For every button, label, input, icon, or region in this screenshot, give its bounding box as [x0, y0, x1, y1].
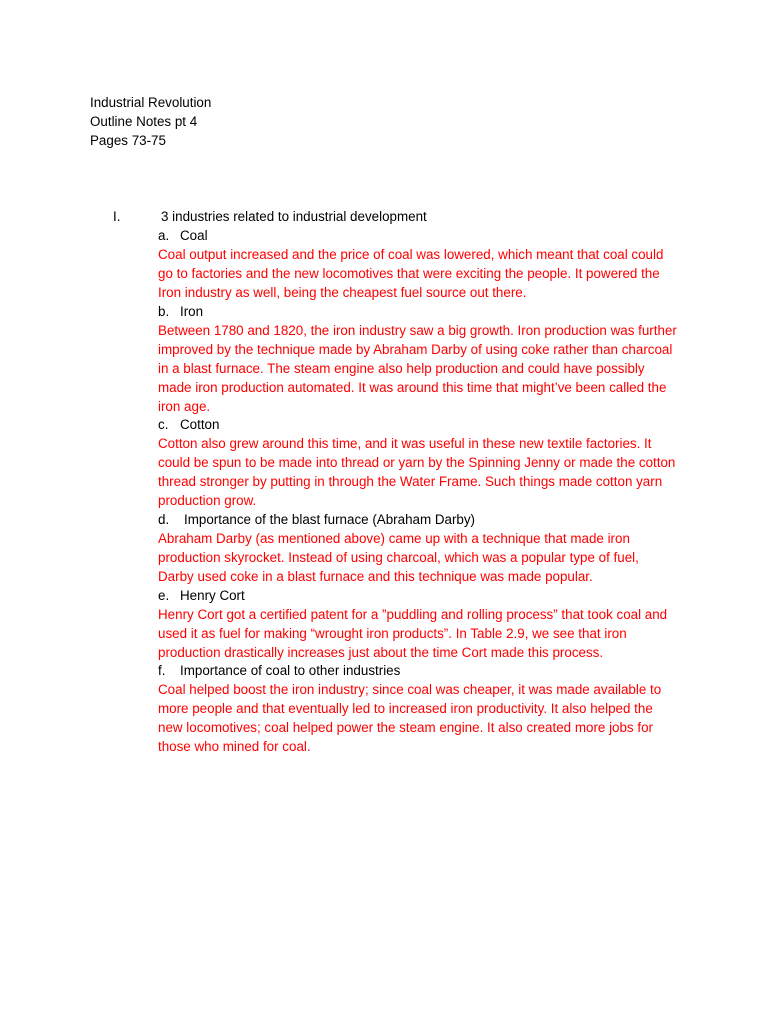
outline-item-coal-importance: [158, 661, 400, 680]
outline-heading: 3 industries related to industrial development: [161, 209, 427, 224]
document-subtitle: Outline Notes pt 4: [90, 114, 198, 129]
outline-item-blast-furnace: [158, 510, 475, 529]
outline-note-iron: Between 1780 and 1820, the iron industry saw a big growth. Iron production was further improved by the technique made by Abraham Darby of using coke rather than charcoal in a blast furnace. The steam engine also help production and could have possibly made iron production automated. It was around this time that might’ve been called the iron age.: [158, 323, 677, 414]
outline-note-cotton: Cotton also grew around this time, and it was useful in these new textile factories. It could be spun to be made into thread or yarn by the Spinning Jenny or made the cotton thread stronger by putting in through the Water Frame. Such things made cotton yarn production grow.: [158, 436, 676, 508]
outline-item-henry-cort: [158, 586, 245, 605]
outline-item-label: Cotton: [180, 417, 220, 432]
outline-item-label: Coal: [180, 228, 208, 243]
outline-note-coal: Coal output increased and the price of coal was lowered, which meant that coal could go to factories and the new locomotives that were exciting the people. It powered the Iron industry as well, being the cheapest fuel source out there.: [158, 247, 664, 300]
outline-item-label: Henry Cort: [180, 588, 245, 603]
outline-item-letter: f.: [158, 663, 166, 678]
outline-item-label: Importance of the blast furnace (Abraham Darby): [184, 512, 476, 527]
outline-note-blast-furnace: Abraham Darby (as mentioned above) came up with a technique that made iron production skyrocket. Instead of using charcoal, which was a popular type of fuel, Darby used coke in a blast furnace and this technique was made popular.: [158, 531, 639, 584]
outline-item-label: Importance of coal to other industries: [180, 663, 401, 678]
outline-item-letter: d.: [158, 512, 170, 527]
outline-item-letter: b.: [158, 304, 170, 319]
outline-item-coal: [158, 226, 208, 245]
outline-item-letter: a.: [158, 228, 170, 243]
outline-item-label: Iron: [180, 304, 204, 319]
outline-item-iron: [158, 302, 203, 321]
outline-item-letter: e.: [158, 588, 170, 603]
outline-item-letter: c.: [158, 417, 169, 432]
page-range: Pages 73-75: [90, 133, 166, 148]
outline-note-coal-importance: Coal helped boost the iron industry; since coal was cheaper, it was made available to more people and that eventually led to increased iron productivity. It also helped the new locomotives; coal helped power the steam engine. It also created more jobs for those who mined for coal.: [158, 682, 662, 754]
document-title: Industrial Revolution: [90, 95, 212, 110]
outline-item-cotton: [158, 415, 219, 434]
outline-roman-numeral: I.: [113, 209, 121, 224]
outline-note-henry-cort: Henry Cort got a certified patent for a ”puddling and rolling process” that took coal and used it as fuel for making “wrought iron products”. In Table 2.9, we see that iron production drastically increases just about the time Cort made this process.: [158, 607, 668, 660]
